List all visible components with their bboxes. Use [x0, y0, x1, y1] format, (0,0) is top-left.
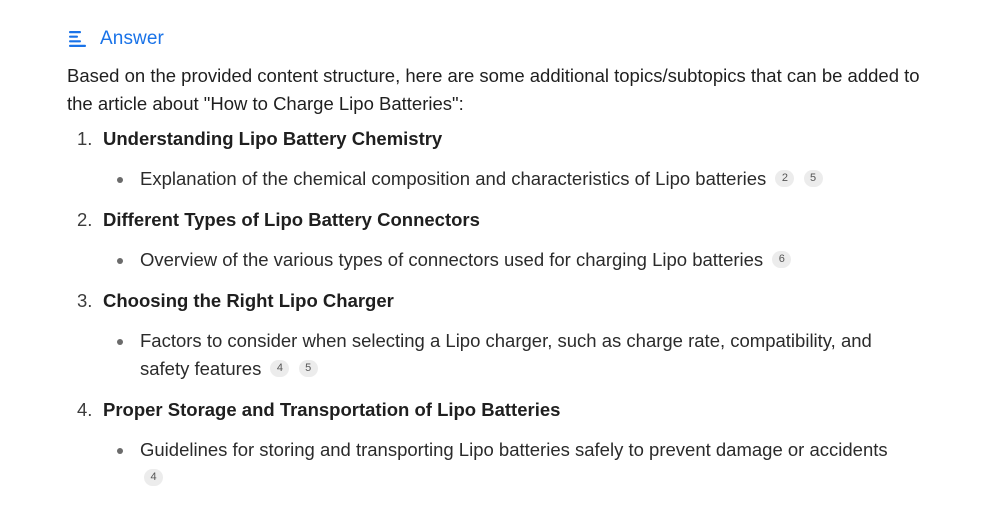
- topic-points: [103, 246, 933, 274]
- bullet-icon: [117, 448, 123, 454]
- topic-number: 3.: [77, 290, 93, 311]
- citation-badge[interactable]: 5: [804, 170, 823, 187]
- topic-point: [103, 165, 933, 193]
- list-lines-icon: [68, 30, 88, 48]
- topics-list: [67, 124, 933, 492]
- topic-title: Understanding Lipo Battery Chemistry: [103, 128, 443, 149]
- topic-number: 2.: [77, 209, 93, 230]
- bullet-icon: [117, 177, 123, 183]
- topic-number: 4.: [77, 399, 93, 420]
- answer-title: Answer: [100, 28, 164, 49]
- citation-badge[interactable]: 5: [299, 360, 318, 377]
- citation-badge[interactable]: 2: [775, 170, 794, 187]
- intro-text: Based on the provided content structure, here are some additional topics/subtopics that can be added to the article about "How to Charge Lipo Batteries":: [67, 65, 920, 114]
- topic-point: [103, 436, 933, 492]
- point-text: Explanation of the chemical composition and characteristics of Lipo batteries: [140, 168, 767, 189]
- topic-item: [67, 205, 933, 274]
- citation-badge[interactable]: 6: [772, 251, 791, 268]
- citation-badge[interactable]: 4: [270, 360, 289, 377]
- topic-points: [103, 327, 933, 383]
- topic-title: Proper Storage and Transportation of Lipo Batteries: [103, 399, 561, 420]
- topic-title: Choosing the Right Lipo Charger: [103, 290, 394, 311]
- topic-points: [103, 436, 933, 492]
- topic-item: [67, 395, 933, 492]
- point-text: Guidelines for storing and transporting Lipo batteries safely to prevent damage or accidents: [140, 439, 888, 460]
- topic-point: [103, 327, 933, 383]
- point-text: Factors to consider when selecting a Lipo charger, such as charge rate, compatibility, and safety features: [140, 330, 872, 379]
- topic-point: [103, 246, 933, 274]
- point-text: Overview of the various types of connectors used for charging Lipo batteries: [140, 249, 764, 270]
- bullet-icon: [117, 339, 123, 345]
- topic-points: [103, 165, 933, 193]
- topic-item: [67, 286, 933, 383]
- answer-header: [68, 24, 933, 54]
- topic-title: Different Types of Lipo Battery Connectors: [103, 209, 480, 230]
- bullet-icon: [117, 258, 123, 264]
- topic-item: [67, 124, 933, 193]
- citation-badge[interactable]: 4: [144, 469, 163, 486]
- topic-number: 1.: [77, 128, 93, 149]
